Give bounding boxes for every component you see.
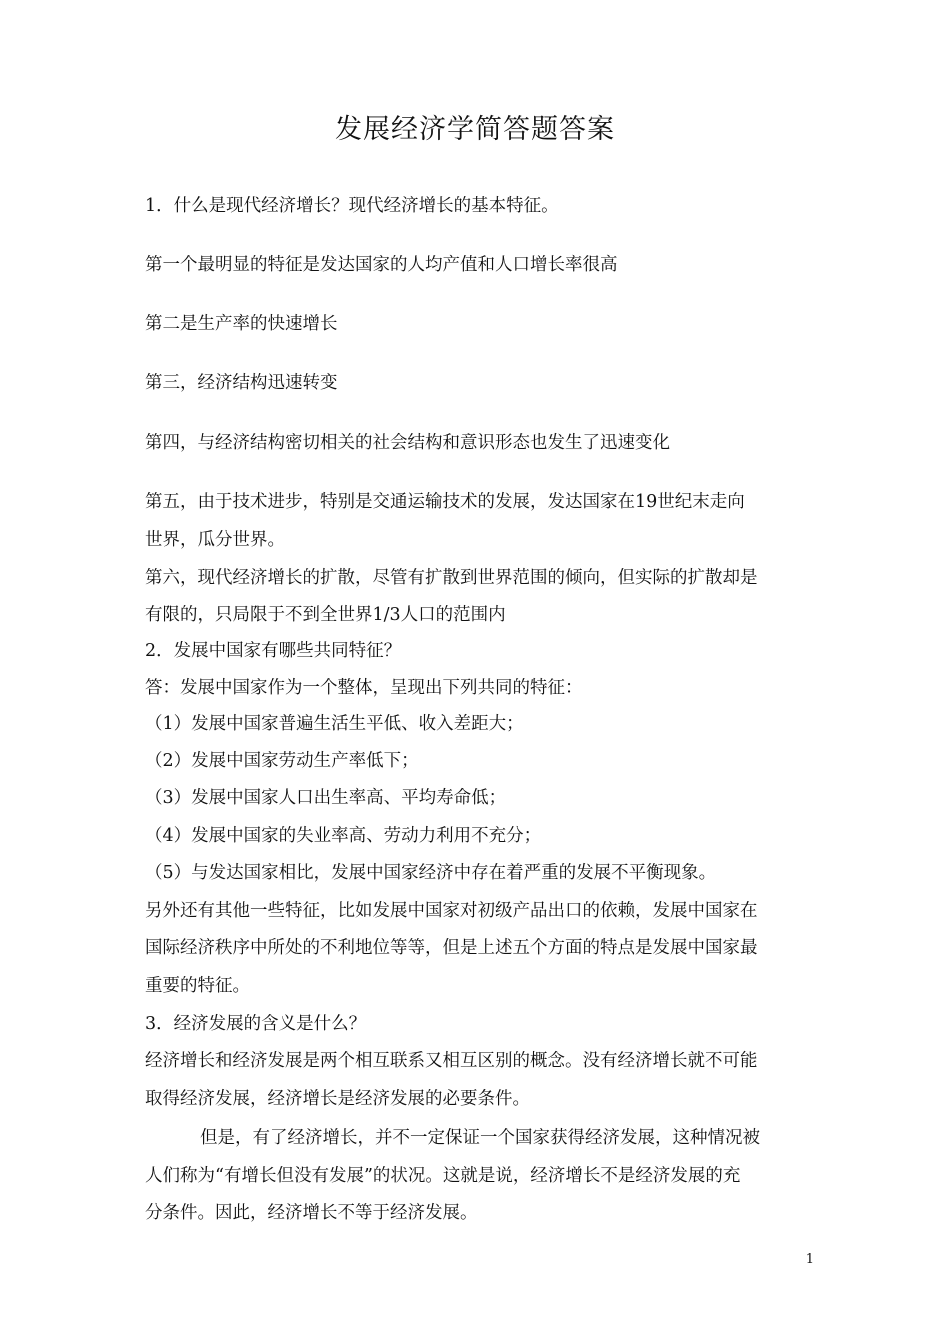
list-item: （4）发展中国家的失业率高、劳动力利用不充分； [145, 826, 542, 846]
document-title: 发展经济学简答题答案 [335, 114, 615, 145]
list-item: （3）发展中国家人口出生率高、平均寿命低； [145, 788, 507, 808]
list-item: （2）发展中国家劳动生产率低下； [145, 751, 419, 771]
text-line: 第五，由于技术进步，特别是交通运输技术的发展，发达国家在19世纪末走向 [145, 492, 745, 512]
text-line: 第一个最明显的特征是发达国家的人均产值和人口增长率很高 [145, 255, 618, 275]
text-line: 第六，现代经济增长的扩散，尽管有扩散到世界范围的倾向，但实际的扩散却是 [145, 568, 758, 588]
text-line: 另外还有其他一些特征，比如发展中国家对初级产品出口的依赖，发展中国家在 [145, 901, 758, 921]
text-line: 分条件。因此，经济增长不等于经济发展。 [145, 1203, 478, 1223]
question-2-heading: 2．发展中国家有哪些共同特征？ [145, 641, 402, 661]
text-line: 经济增长和经济发展是两个相互联系又相互区别的概念。没有经济增长就不可能 [145, 1051, 758, 1071]
question-3-heading: 3．经济发展的含义是什么？ [145, 1014, 367, 1034]
text-line: 世界，瓜分世界。 [145, 530, 285, 550]
page-number: 1 [805, 1252, 814, 1267]
text-line: 第三，经济结构迅速转变 [145, 373, 338, 393]
question-1-heading: 1．什么是现代经济增长？现代经济增长的基本特征。 [145, 196, 559, 216]
list-item: （1）发展中国家普遍生活生平低、收入差距大； [145, 714, 524, 734]
text-line: 第二是生产率的快速增长 [145, 314, 338, 334]
text-line: 取得经济发展，经济增长是经济发展的必要条件。 [145, 1089, 530, 1109]
text-line: 第四，与经济结构密切相关的社会结构和意识形态也发生了迅速变化 [145, 433, 670, 453]
text-line: 重要的特征。 [145, 976, 250, 996]
text-line: 有限的，只局限于不到全世界1/3人口的范围内 [145, 605, 506, 625]
text-line: 人们称为“有增长但没有发展”的状况。这就是说，经济增长不是经济发展的充 [145, 1166, 741, 1186]
text-line: 但是，有了经济增长，并不一定保证一个国家获得经济发展，这种情况被 [200, 1128, 760, 1148]
text-line: 国际经济秩序中所处的不利地位等等，但是上述五个方面的特点是发展中国家最 [145, 938, 758, 958]
list-item: （5）与发达国家相比，发展中国家经济中存在着严重的发展不平衡现象。 [145, 863, 717, 883]
text-line: 答：发展中国家作为一个整体，呈现出下列共同的特征： [145, 678, 583, 698]
